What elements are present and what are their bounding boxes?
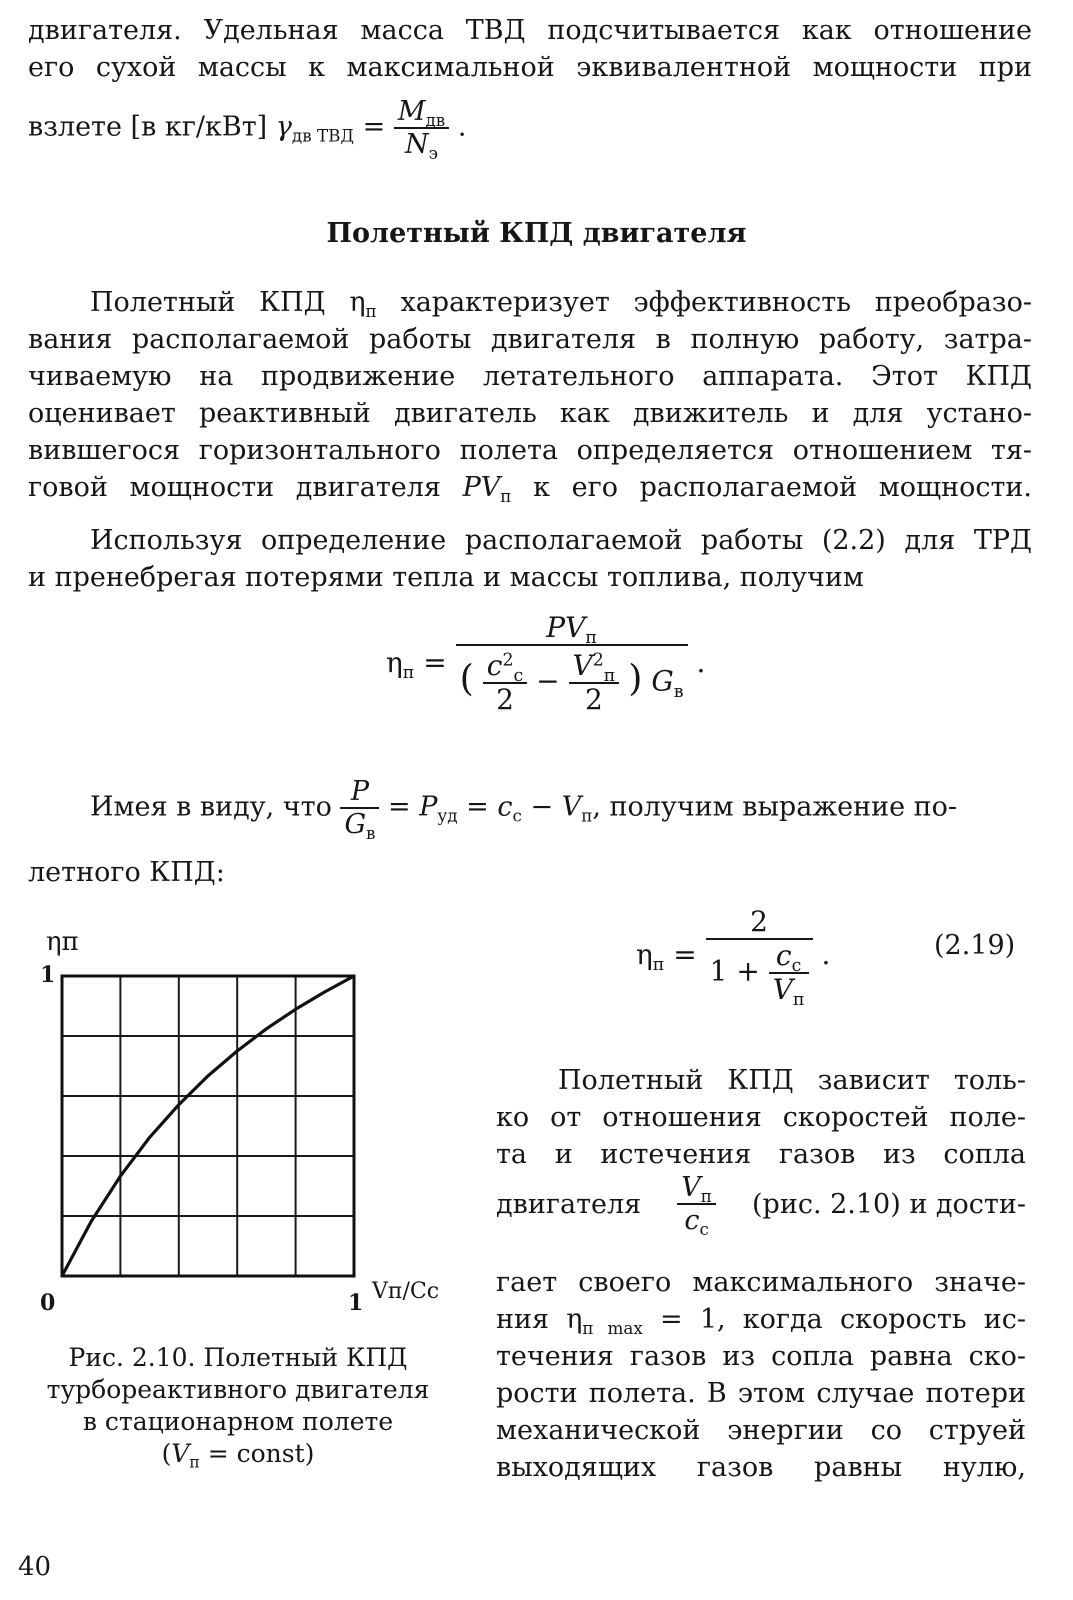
close-paren: ) xyxy=(628,656,643,700)
g-sub: в xyxy=(366,822,376,843)
section-heading: Полетный КПД двигателя xyxy=(326,218,747,249)
caption-line: в стационарном полете xyxy=(82,1407,394,1436)
c-sub: с xyxy=(699,1218,709,1239)
efficiency-fraction xyxy=(706,905,813,1011)
x-tick-label-0: 0 xyxy=(40,1290,56,1316)
specific-mass-formula-line xyxy=(28,96,467,163)
text-line: двигателя. Удельная масса ТВД подсчитывается как отношение xyxy=(28,15,1032,46)
right-column-text-cont xyxy=(496,1264,1026,1486)
formula-flight-efficiency-general xyxy=(386,612,705,717)
equation-number: (2.19) xyxy=(934,930,1016,961)
efficiency-chart xyxy=(28,920,468,1332)
eta-sub: п max xyxy=(582,1317,643,1338)
paragraph-using-definition xyxy=(28,522,1032,596)
equals-sign: = xyxy=(362,111,386,143)
plot-frame xyxy=(62,976,354,1276)
gamma-symbol: γ xyxy=(275,111,292,143)
text-span: Полетный КПД xyxy=(90,287,326,318)
c-over-v-fraction xyxy=(769,939,809,1011)
mass-var: M xyxy=(397,96,426,127)
end-dot: . xyxy=(457,111,467,143)
text-line: гает своего максимального значе- xyxy=(496,1267,1026,1298)
end-dot: . xyxy=(821,937,831,971)
v-over-c-fraction xyxy=(677,1172,716,1239)
text-line-ratio xyxy=(496,1172,1026,1239)
pv-var: PV xyxy=(546,611,586,644)
c-var: c xyxy=(775,939,792,973)
text-span: взлете [в кг/кВт] xyxy=(28,111,268,143)
text-line: вившегося горизонтального полета определяется отношением тя- xyxy=(28,435,1032,466)
text-line: чиваемую на продвижение летательного аппарата. Этот КПД xyxy=(28,361,1032,392)
g-var: G xyxy=(344,809,367,841)
text-line xyxy=(496,1301,1026,1338)
text-span: характеризует эффективность преобразо- xyxy=(400,287,1032,318)
gamma-subscript: дв ТВД xyxy=(291,125,355,146)
g-sub: в xyxy=(673,681,684,702)
c-sub: с xyxy=(791,956,802,977)
two: 2 xyxy=(496,683,514,717)
eta-symbol: η xyxy=(566,1304,583,1335)
v-sub: п xyxy=(700,1185,712,1206)
c-sup: 2 xyxy=(502,650,514,671)
mass-sub: дв xyxy=(425,109,446,130)
text-line: его сухой массы к максимальной эквивалентной мощности при xyxy=(28,52,1032,83)
formula-2-19 xyxy=(636,905,831,1011)
y-axis-label: ηп xyxy=(46,927,79,957)
p-sub: уд xyxy=(437,805,458,826)
efficiency-curve xyxy=(62,976,354,1276)
equals-sign: = xyxy=(673,937,697,971)
text-line: и пренебрегая потерями тепла и массы топлива, получим xyxy=(28,562,864,593)
v-sub: п xyxy=(792,990,805,1011)
mass-power-fraction xyxy=(394,96,449,163)
x-axis-label: Vп/Cс xyxy=(372,1279,440,1304)
power-var: N xyxy=(405,129,429,161)
v-sub: п xyxy=(189,1453,200,1472)
pv-sub: п xyxy=(585,628,597,649)
caption-line xyxy=(28,1438,448,1470)
text-line: Используя определение располагаемой работы (2.2) для ТРД xyxy=(90,525,1032,556)
text-line: оценивает реактивный двигатель как движитель и для устано- xyxy=(28,398,1032,429)
p-over-g-fraction xyxy=(340,776,379,843)
text-line: летного КПД: xyxy=(28,857,225,888)
v-sub: п xyxy=(603,666,616,687)
right-column-text xyxy=(496,1062,1026,1173)
text-span: к его располагаемой мощности. xyxy=(533,472,1032,503)
text-line: выходящих газов равны нулю, xyxy=(496,1452,1026,1483)
eta-sub: п xyxy=(652,954,665,975)
eta-symbol: η xyxy=(636,937,653,971)
paragraph-flight-efficiency xyxy=(28,284,1032,506)
x-tick-label-1: 1 xyxy=(348,1290,364,1316)
v-var: V xyxy=(572,649,593,683)
g-var: G xyxy=(651,664,674,698)
text-span: двигателя xyxy=(496,1188,642,1220)
paragraph-specific-mass xyxy=(28,12,1032,86)
v-var: V xyxy=(171,1439,190,1468)
two: 2 xyxy=(585,683,603,717)
c-sub: с xyxy=(512,805,522,826)
v-var: V xyxy=(772,973,793,1007)
eta-sub: п xyxy=(402,662,415,683)
caption-line: турбореактивного двигателя xyxy=(46,1375,430,1404)
paragraph-considering xyxy=(90,776,958,843)
text-span: ния xyxy=(496,1304,550,1335)
pv-var: PV xyxy=(462,472,501,503)
text-line: ко от отношения скоростей поле- xyxy=(496,1102,1026,1133)
p-var: P xyxy=(350,776,370,807)
text-span: = 1, когда скорость ис- xyxy=(660,1304,1026,1335)
text-line xyxy=(28,284,1032,321)
text-line: механической энергии со струей xyxy=(496,1415,1026,1446)
text-span: = const) xyxy=(199,1439,315,1468)
numerator: 2 xyxy=(706,906,813,940)
text-line: течения газов из сопла равна ско- xyxy=(496,1341,1026,1372)
text-line: Полетный КПД зависит толь- xyxy=(558,1065,1026,1096)
equals-sign: = xyxy=(423,645,447,679)
open-paren: ( xyxy=(459,656,474,700)
eta-sub: п xyxy=(365,300,377,321)
p-var: P xyxy=(419,791,438,823)
power-sub: э xyxy=(428,142,439,163)
main-fraction xyxy=(456,612,688,717)
c-sub: с xyxy=(513,666,524,687)
text-line: та и истечения газов из сопла xyxy=(496,1139,1026,1170)
c-squared-half xyxy=(483,650,527,716)
v-sub: п xyxy=(581,805,593,826)
c-var: c xyxy=(497,791,513,823)
c-var: c xyxy=(486,649,503,683)
v-squared-half xyxy=(569,650,620,716)
text-span: ( xyxy=(161,1439,172,1468)
text-span: (рис. 2.10) и дости- xyxy=(752,1188,1026,1220)
eta-symbol: η xyxy=(349,287,366,318)
text-span: говой мощности двигателя xyxy=(28,472,441,503)
caption-line: Рис. 2.10. Полетный КПД xyxy=(68,1343,408,1372)
text-line: рости полета. В этом случае потери xyxy=(496,1378,1026,1409)
text-span: Имея в виду, что xyxy=(90,791,332,823)
end-dot: . xyxy=(696,645,706,679)
v-var: V xyxy=(681,1172,701,1203)
pv-sub: п xyxy=(500,485,512,506)
equals-sign: = xyxy=(388,791,411,823)
equals-sign: = xyxy=(466,791,489,823)
eta-symbol: η xyxy=(386,645,403,679)
v-sup: 2 xyxy=(592,650,604,671)
c-var: c xyxy=(684,1205,700,1237)
text-line xyxy=(28,469,1032,506)
page-number: 40 xyxy=(18,1552,52,1582)
minus-sign: − xyxy=(536,664,560,698)
v-var: V xyxy=(561,791,582,823)
one-plus: 1 + xyxy=(709,954,760,988)
text-span: , получим выражение по- xyxy=(592,791,958,823)
minus-sign: − xyxy=(530,791,554,823)
text-line: вания располагаемой работы двигателя в полную работу, затра- xyxy=(28,324,1032,355)
y-tick-label-1: 1 xyxy=(40,962,56,988)
figure-caption xyxy=(28,1342,448,1470)
